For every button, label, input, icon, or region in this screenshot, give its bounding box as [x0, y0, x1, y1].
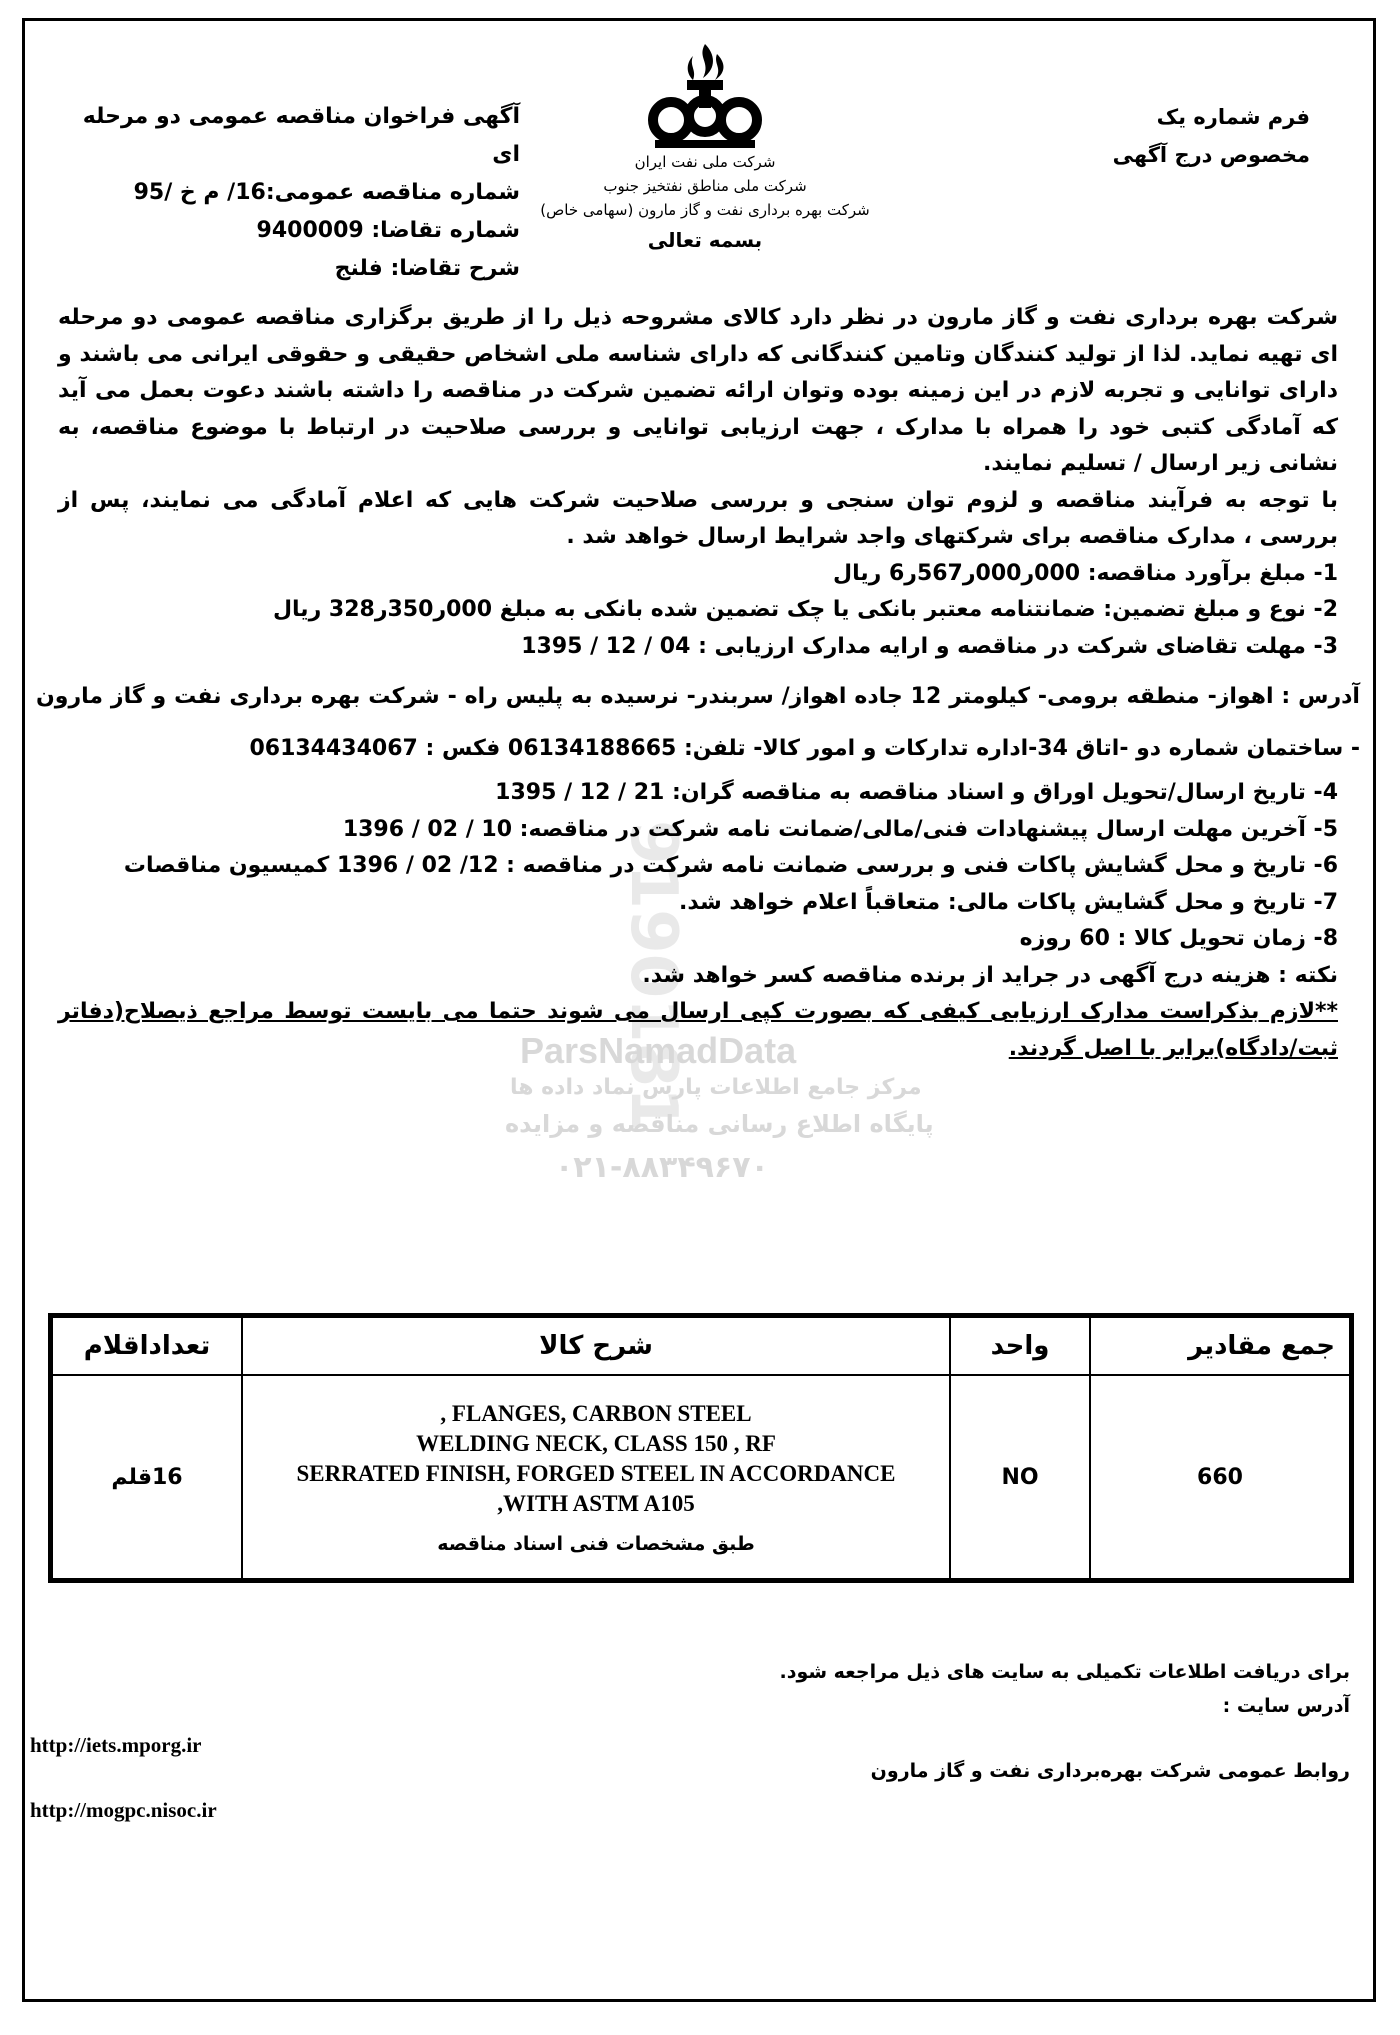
cell-sum: 660	[1090, 1375, 1352, 1581]
company-line-1: شرکت ملی نفت ایران	[634, 153, 776, 171]
url-iets[interactable]: http://iets.mporg.ir	[30, 1733, 202, 1757]
bismillah: بسمه تعالی	[647, 228, 763, 252]
footer-relations: روابط عمومی شرکت بهره‌برداری نفت و گاز مارون	[870, 1760, 1350, 1782]
item-estimate: 1- مبلغ برآورد مناقصه: 000ر000ر567ر6 ریال	[833, 560, 1338, 586]
watermark-brand: ParsNamadData	[520, 1030, 797, 1071]
cell-unit: NO	[950, 1375, 1090, 1581]
item-proposal-deadline: 5- آخرین مهلت ارسال پیشنهادات فنی/مالی/ضمانت نامه شرکت در مناقصه: 10 / 02 / 1396	[342, 816, 1338, 842]
item-guarantee: 2- نوع و مبلغ تضمین: ضمانتنامه معتبر بانکی یا چک تضمین شده بانکی به مبلغ 000ر350ر328 ریال	[272, 597, 1338, 622]
company-logo-block	[540, 40, 870, 290]
note: نکته : هزینه درج آگهی در جراید از برنده مناقصه کسر خواهد شد.	[642, 962, 1338, 988]
company-line-2: شرکت ملی مناطق نفتخیز جنوب	[603, 177, 807, 195]
item-delivery-time: 8- زمان تحویل کالا : 60 روزه	[1019, 926, 1338, 951]
cell-description	[242, 1375, 950, 1581]
note-certification: **لازم بذکراست مدارک ارزیابی کیفی که بصورت کپی ارسال می شوند حتما می بایست توسط مراجع ذیصلاح(دفاتر ثبت/دادگاه)برابر با اصل گردند.	[58, 999, 1338, 1061]
request-description: شرح تقاضا: فلنج	[334, 256, 520, 281]
tender-title: آگهی فراخوان مناقصه عمومی دو مرحله ای	[82, 104, 520, 167]
watermark-line1: مرکز جامع اطلاعات پارس نماد داده ها	[510, 1075, 922, 1100]
intro-paragraph: شرکت بهره برداری نفت و گاز مارون در نظر دارد کالای مشروحه ذیل را از طریق برگزاری مناقصه عمومی دو مرحله ای تهیه نماید. لذا از تولید کنندگان وتامین کنندگانی که دارای شناسه ملی اشخاص حقیقی و حقوقی ایرانی می باشند و دارای توانایی و تجربه لازم در این زمینه بوده وتوان ارائه تضمین شرکت در مناقصه را داشته باشند دعوت بعمل می آید که آمادگی کتبی خود را همراه با مدارک ، جهت ارزیابی توانایی و بررسی صلاحیت در ارتباط با موضوع مناقصه، به نشانی زیر ارسال / تسلیم نمایند.	[58, 305, 1338, 476]
header-description: شرح کالا	[242, 1316, 950, 1376]
header-sum: جمع مقادیر	[1090, 1316, 1352, 1376]
tender-header	[80, 98, 520, 288]
header-count: تعداداقلام	[51, 1316, 243, 1376]
footer-site-label: آدرس سایت :	[1222, 1695, 1350, 1717]
url-mogpc[interactable]: http://mogpc.nisoc.ir	[30, 1798, 217, 1822]
item-technical-opening: 6- تاریخ و محل گشایش پاکات فنی و بررسی ضمانت نامه شرکت در مناقصه : 12/ 02 / 1396 کمیسیون مناقصات	[123, 853, 1338, 878]
desc-persian: طبق مشخصات فنی اسناد مناقصه	[437, 1533, 755, 1555]
desc-line: , FLANGES, CARBON STEEL	[440, 1401, 752, 1426]
intro-paragraph-2: با توجه به فرآیند مناقصه و لزوم توان سنجی و بررسی صلاحیت شرکت هایی که اعلام آمادگی می نمایند، پس از بررسی ، مدارک مناقصه برای شرکتهای واجد شرایط ارسال خواهد شد .	[58, 487, 1338, 549]
company-line-3: شرکت بهره برداری نفت و گاز مارون (سهامی خاص)	[540, 201, 870, 219]
header-unit: واحد	[950, 1316, 1090, 1376]
form-info	[1070, 98, 1310, 174]
form-number: فرم شماره یک	[1156, 105, 1310, 129]
cell-count: 16قلم	[51, 1375, 243, 1581]
watermark-number: 9190181	[616, 820, 690, 1132]
table-row	[51, 1375, 1352, 1581]
desc-line: ,WITH ASTM A105	[497, 1491, 695, 1516]
tender-number: شماره مناقصه عمومی:16/ م خ /95	[133, 180, 520, 205]
watermark-phone: ۰۲۱-۸۸۳۴۹۶۷۰	[555, 1150, 769, 1185]
nioc-logo-icon	[645, 40, 765, 150]
table-header-row	[51, 1316, 1352, 1376]
watermark-line2: پایگاه اطلاع رسانی مناقصه و مزایده	[505, 1110, 934, 1138]
desc-line: SERRATED FINISH, FORGED STEEL IN ACCORDANCE	[296, 1461, 896, 1486]
item-deadline: 3- مهلت تقاضای شرکت در مناقصه و ارایه مدارک ارزیابی : 04 / 12 / 1395	[521, 633, 1338, 659]
tender-body	[36, 300, 1360, 1067]
item-financial-opening: 7- تاریخ و محل گشایش پاکات مالی: متعاقباً اعلام خواهد شد.	[679, 889, 1338, 915]
goods-table	[48, 1313, 1354, 1583]
address: آدرس : اهواز- منطقه برومی- کیلومتر 12 جاده اهواز/ سربندر- نرسیده به پلیس راه - شرکت بهره برداری نفت و گاز مارون - ساختمان شماره دو -اتاق 34-اداره تدارکات و امور کالا- تلفن: 06134188665 فکس : 06134434067	[36, 684, 1360, 761]
footer-info-text: برای دریافت اطلاعات تکمیلی به سایت های ذیل مراجعه شود.	[779, 1661, 1350, 1683]
form-purpose: مخصوص درج آگهی	[1112, 143, 1310, 167]
request-number: شماره تقاضا: 9400009	[256, 218, 520, 243]
item-delivery-docs: 4- تاریخ ارسال/تحویل اوراق و اسناد مناقصه به مناقصه گران: 21 / 12 / 1395	[495, 780, 1338, 805]
footer-info	[700, 1655, 1350, 1723]
desc-line: WELDING NECK, CLASS 150 , RF	[416, 1431, 776, 1456]
